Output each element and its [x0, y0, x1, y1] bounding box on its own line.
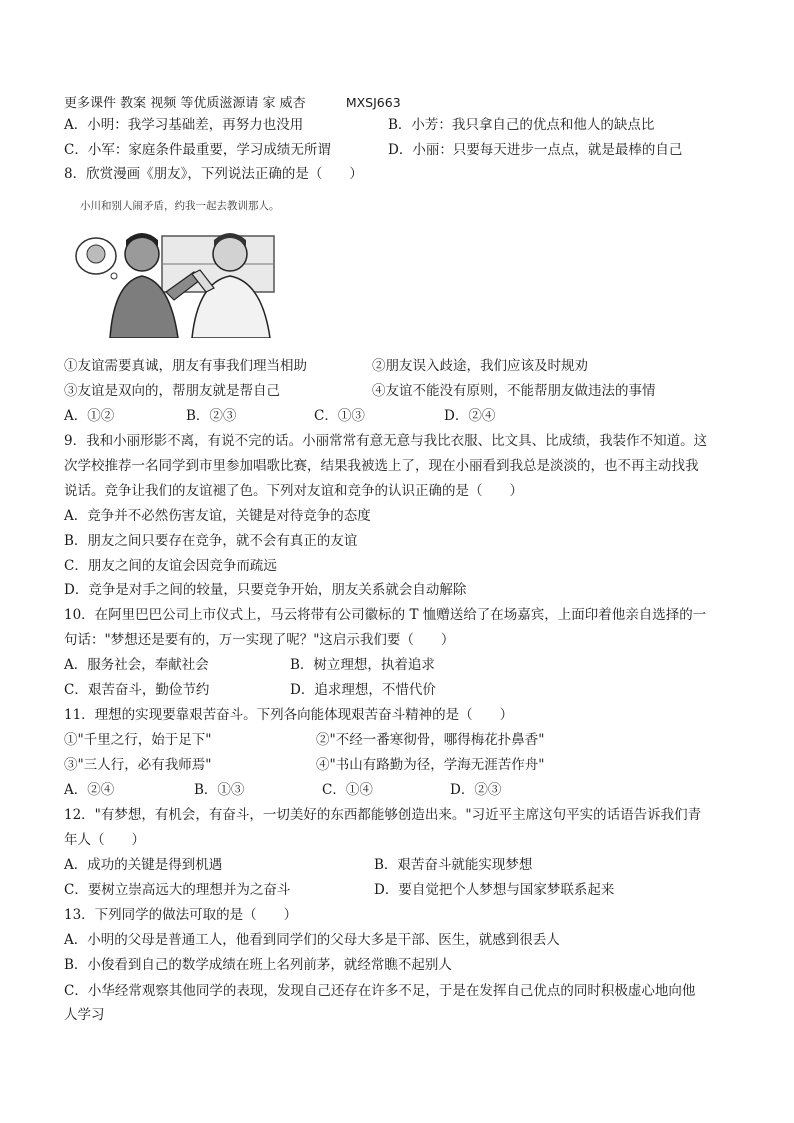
q12-option-c: C．要树立崇高远大的理想并为之奋斗: [64, 882, 291, 898]
q13-option-c-line-2: 人学习: [64, 1007, 105, 1023]
q8-statement-4: ④友谊不能没有原则，不能帮朋友做违法的事情: [372, 383, 656, 399]
promo-text: 更多课件 教案 视频 等优质滋源请 家 威杏: [64, 96, 306, 111]
q8-statement-3: ③友谊是双向的，帮朋友就是帮自己: [64, 383, 280, 399]
q13-option-c-line-1: C．小华经常观察其他同学的表现，发现自己还存在许多不足，于是在发挥自己优点的同时积极虚心地向他: [64, 983, 696, 999]
q11-statement-2: ②"不经一番寒彻骨，哪得梅花扑鼻香": [316, 732, 545, 748]
q9-option-d: D．竞争是对手之间的较量，只要竞争开始，朋友关系就会自动解除: [64, 582, 467, 598]
q9-stem-line-3: 说话。竞争让我们的友谊褪了色。下列对友谊和竞争的认识正确的是（ ）: [64, 483, 523, 499]
q9-stem-line-1: 9．我和小丽形影不离，有说不完的话。小丽常常有意无意与我比衣服、比文具、比成绩，我装作不知道。这: [64, 433, 708, 449]
q7-option-d: D．小丽：只要每天进步一点点，就是最棒的自己: [388, 142, 683, 158]
q7-option-b: B．小芳：我只拿自己的优点和他人的缺点比: [388, 117, 655, 133]
q7-option-a: A．小明：我学习基础差，再努力也没用: [64, 117, 304, 133]
q9-option-b: B．朋友之间只要存在竞争，就不会有真正的友谊: [64, 533, 358, 549]
q10-option-b: B．树立理想，执着追求: [290, 657, 435, 673]
q11-option-c: C．①④: [322, 782, 373, 798]
q8-stem: 8．欣赏漫画《朋友》，下列说法正确的是（ ）: [64, 166, 363, 182]
q13-stem: 13．下列同学的做法可取的是（ ）: [64, 907, 298, 923]
q8-option-a: A．①②: [64, 408, 115, 424]
q10-option-d: D．追求理想，不惜代价: [290, 682, 436, 698]
q11-statement-3: ③"三人行，必有我师焉": [64, 757, 212, 773]
q10-stem-line-1: 10．在阿里巴巴公司上市仪式上，马云将带有公司徽标的 T 恤赠送给了在场嘉宾，上面印着他亲自选择的一: [64, 607, 707, 623]
q11-option-b: B．①③: [194, 782, 245, 798]
q12-option-a: A．成功的关键是得到机遇: [64, 857, 223, 873]
q8-option-c: C．①③: [314, 408, 365, 424]
q12-option-d: D．要自觉把个人梦想与国家梦联系起来: [374, 882, 615, 898]
q12-option-b: B．艰苦奋斗就能实现梦想: [374, 857, 533, 873]
q12-stem-line-1: 12．"有梦想，有机会，有奋斗，一切美好的东西都能够创造出来。"习近平主席这句平实的话语告诉我们青: [64, 807, 702, 823]
q8-statement-2: ②朋友误入歧途，我们应该及时规劝: [372, 358, 588, 374]
q8-statement-1: ①友谊需要真诚，朋友有事我们理当相助: [64, 358, 307, 374]
q11-stem: 11．理想的实现要靠艰苦奋斗。下列各向能体现艰苦奋斗精神的是（ ）: [64, 707, 514, 723]
q7-option-c: C．小军：家庭条件最重要，学习成绩无所谓: [64, 142, 331, 158]
q10-stem-line-2: 句话："梦想还是要有的，万一实现了呢？"这启示我们要（ ）: [64, 632, 455, 648]
q8-option-d: D．②④: [444, 408, 496, 424]
q12-stem-line-2: 年人（ ）: [64, 832, 145, 848]
q10-option-c: C．艰苦奋斗，勤俭节约: [64, 682, 210, 698]
comic-caption: 小川和别人闹矛盾，约我一起去教训那人。: [80, 200, 280, 212]
q9-option-a: A．竞争并不必然伤害友谊，关键是对待竞争的态度: [64, 508, 371, 524]
q11-option-d: D．②③: [450, 782, 502, 798]
promo-header: [64, 92, 401, 111]
q8-option-b: B．②③: [186, 408, 237, 424]
q10-option-a: A．服务社会，奉献社会: [64, 657, 209, 673]
q9-stem-line-2: 次学校推荐一名同学到市里参加唱歌比赛，结果我被选上了，现在小丽看到我总是淡淡的，也不再主动找我: [64, 458, 699, 474]
q9-option-c: C．朋友之间的友谊会因竞争而疏远: [64, 558, 277, 574]
q11-option-a: A．②④: [64, 782, 115, 798]
promo-code: MXSJ663: [345, 95, 401, 110]
friend-comic-image: [74, 196, 288, 338]
q13-option-a: A．小明的父母是普通工人，他看到同学们的父母大多是干部、医生，就感到很丢人: [64, 932, 560, 948]
q13-option-b: B．小俊看到自己的数学成绩在班上名列前茅，就经常瞧不起别人: [64, 957, 452, 973]
q11-statement-4: ④"书山有路勤为径，学海无涯苦作舟": [316, 757, 545, 773]
q11-statement-1: ①"千里之行，始于足下": [64, 732, 212, 748]
